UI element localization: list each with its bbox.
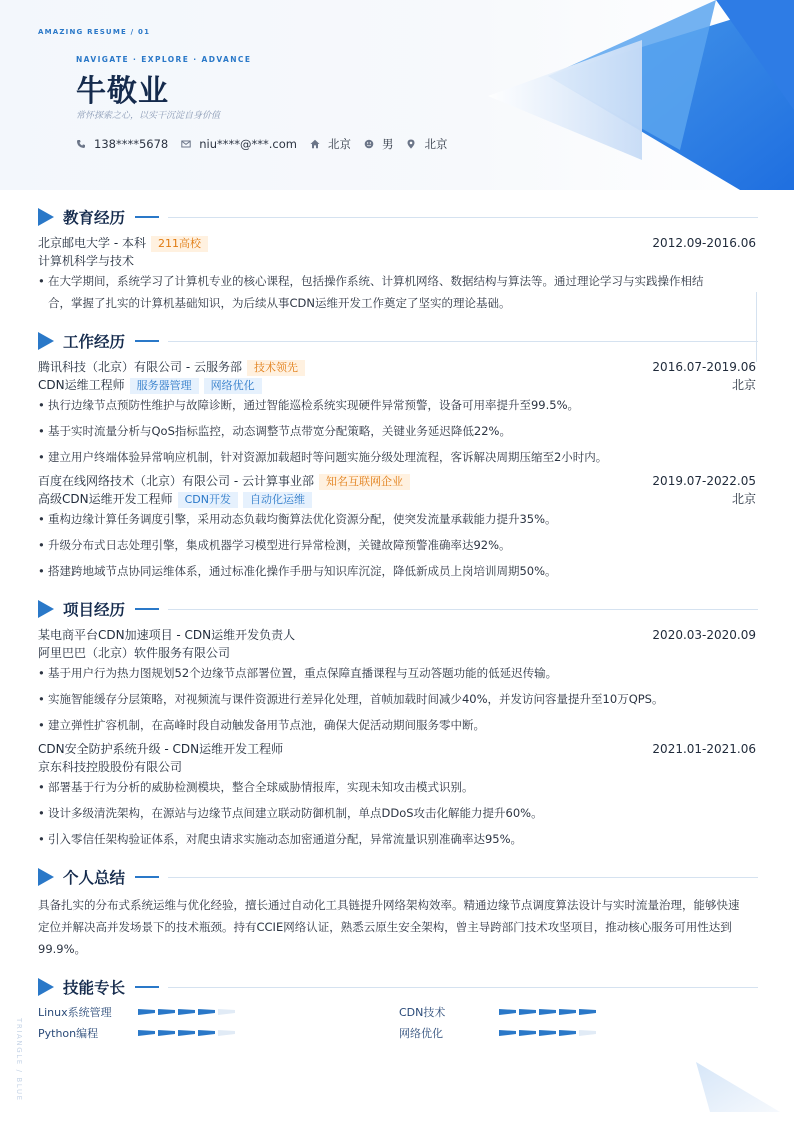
tagline: NAVIGATE · EXPLORE · ADVANCE xyxy=(76,55,252,64)
skill-level-empty-mark xyxy=(218,1009,235,1015)
contact-gender xyxy=(364,136,394,152)
skill-level-filled-mark xyxy=(178,1009,195,1015)
school-tag: 211高校 xyxy=(151,236,208,252)
contact-home-text: 北京 xyxy=(327,137,351,151)
job-role: 高级CDN运维开发工程师 xyxy=(38,492,173,506)
project-bullet: • 部署基于行为分析的威胁检测模块，整合全球威胁情报库，实现未知攻击模式识别。 xyxy=(38,776,744,798)
skill-level-filled-mark xyxy=(198,1030,215,1036)
skill-item xyxy=(399,1004,599,1020)
job-bullet: • 执行边缘节点预防性维护与故障诊断，通过智能巡检系统实现硬件异常预警，设备可用率提升至99.5%。 xyxy=(38,394,744,416)
job-company-row xyxy=(38,473,756,490)
work-section-header xyxy=(38,331,758,351)
skill-level-filled-mark xyxy=(198,1009,215,1015)
job-location: 北京 xyxy=(731,378,756,392)
job-company-tag: 知名互联网企业 xyxy=(319,474,410,490)
contact-email-text: niu****@***.com xyxy=(199,137,297,151)
contact-email xyxy=(181,137,297,151)
project-name-row xyxy=(38,741,756,758)
skill-level-filled-mark xyxy=(539,1030,556,1036)
project-name: CDN安全防护系统升级 - CDN运维开发工程师 xyxy=(38,742,284,756)
job-bullet: • 重构边缘计算任务调度引擎，采用动态负载均衡算法优化资源分配，使突发流量承载能力提升35%。 xyxy=(38,508,744,530)
skill-name: 网络优化 xyxy=(399,1027,443,1040)
skill-name: Python编程 xyxy=(38,1027,99,1040)
corner-triangle-decoration xyxy=(690,1060,790,1114)
job-role: CDN运维工程师 xyxy=(38,378,125,392)
skills-title: 技能专长 xyxy=(63,979,126,997)
skill-level-filled-mark xyxy=(559,1009,576,1015)
skill-level-empty-mark xyxy=(579,1030,596,1036)
projects-section-header xyxy=(38,599,758,619)
job-role-tag: 自动化运维 xyxy=(243,492,312,508)
education-title: 教育经历 xyxy=(63,209,126,227)
job-role-tag: 服务器管理 xyxy=(130,378,199,394)
major: 计算机科学与技术 xyxy=(38,254,135,268)
project-org-row xyxy=(38,645,756,662)
gender-icon xyxy=(364,139,374,149)
education-period: 2012.09-2016.06 xyxy=(652,236,756,250)
project-name: 某电商平台CDN加速项目 - CDN运维开发负责人 xyxy=(38,628,296,642)
triangle-bullet-icon xyxy=(38,978,54,996)
skill-level-filled-mark xyxy=(138,1009,155,1015)
project-org: 阿里巴巴（北京）软件服务有限公司 xyxy=(38,646,231,660)
project-period: 2021.01-2021.06 xyxy=(652,742,756,756)
skill-level-meter xyxy=(138,1028,238,1038)
skill-name: Linux系统管理 xyxy=(38,1006,112,1019)
motto: 常怀探索之心，以实干沉淀自身价值 xyxy=(76,111,221,121)
job-company-row xyxy=(38,359,756,376)
skill-name: CDN技术 xyxy=(399,1006,446,1019)
job-bullet: • 基于实时流量分析与QoS指标监控，动态调整节点带宽分配策略，关键业务延迟降低22%。 xyxy=(38,420,744,442)
skill-level-filled-mark xyxy=(579,1009,596,1015)
project-bullet: • 实施智能缓存分层策略，对视频流与课件资源进行差异化处理，首帧加载时间减少40%，并发访问容量提升至10万QPS。 xyxy=(38,688,744,710)
skill-level-filled-mark xyxy=(499,1009,516,1015)
skill-level-filled-mark xyxy=(178,1030,195,1036)
job-company: 腾讯科技（北京）有限公司 - 云服务部 xyxy=(38,360,242,374)
job-period: 2016.07-2019.06 xyxy=(652,360,756,374)
school-name: 北京邮电大学 - 本科 xyxy=(38,236,146,250)
triangle-bullet-icon xyxy=(38,600,54,618)
job-bullet: • 建立用户终端体验异常响应机制，针对资源加载超时等问题实施分级处理流程，客诉解决周期压缩至2小时内。 xyxy=(38,446,744,468)
triangle-bullet-icon xyxy=(38,868,54,886)
location-pin-icon xyxy=(406,139,416,149)
project-period: 2020.03-2020.09 xyxy=(652,628,756,642)
summary-section-header xyxy=(38,867,758,887)
project-bullet: • 引入零信任架构验证体系，对爬虫请求实施动态加密通道分配，异常流量识别准确率达95%。 xyxy=(38,828,744,850)
skill-level-filled-mark xyxy=(138,1030,155,1036)
triangle-bullet-icon xyxy=(38,208,54,226)
project-bullet: • 基于用户行为热力图规划52个边缘节点部署位置，重点保障直播课程与互动答题功能的低延迟传输。 xyxy=(38,662,744,684)
skills-section-header xyxy=(38,977,758,997)
contact-bar xyxy=(76,136,460,152)
triangle-bullet-icon xyxy=(38,332,54,350)
skill-item xyxy=(399,1025,599,1041)
project-name-row xyxy=(38,627,756,644)
education-section-header xyxy=(38,207,758,227)
skill-level-filled-mark xyxy=(158,1009,175,1015)
skill-item xyxy=(38,1004,238,1020)
education-bullet: • 在大学期间，系统学习了计算机专业的核心课程，包括操作系统、计算机网络、数据结构与算法等。通过理论学习与实践操作相结 合，掌握了扎实的计算机基础知识，为后续从事CDN运维开发工作奠定了坚实的理论基础。 xyxy=(38,270,744,314)
job-location: 北京 xyxy=(731,492,756,506)
job-company: 百度在线网络技术（北京）有限公司 - 云计算事业部 xyxy=(38,474,314,488)
skill-item xyxy=(38,1025,238,1041)
contact-location xyxy=(406,136,447,152)
skill-level-filled-mark xyxy=(499,1030,516,1036)
skill-level-filled-mark xyxy=(158,1030,175,1036)
job-role-tag: CDN开发 xyxy=(178,492,238,508)
skill-level-meter xyxy=(499,1007,599,1017)
summary-title: 个人总结 xyxy=(63,869,126,887)
side-watermark-text: TRIANGLE / BLUE xyxy=(15,1018,23,1102)
education-school-row xyxy=(38,235,756,252)
projects-title: 项目经历 xyxy=(63,601,126,619)
contact-location-text: 北京 xyxy=(424,137,448,151)
contact-home xyxy=(310,136,351,152)
job-company-tag: 技术领先 xyxy=(247,360,305,376)
contact-phone-text: 138****5678 xyxy=(94,137,169,151)
project-bullet: • 建立弹性扩容机制，在高峰时段自动触发备用节点池，确保大促活动期间服务零中断。 xyxy=(38,714,744,736)
job-bullet: • 升级分布式日志处理引擎，集成机器学习模型进行异常检测，关键故障预警准确率达92%。 xyxy=(38,534,744,556)
skill-level-filled-mark xyxy=(519,1009,536,1015)
skill-level-filled-mark xyxy=(519,1030,536,1036)
candidate-name: 牛敬业 xyxy=(76,74,169,109)
job-bullet: • 搭建跨地域节点协同运维体系，通过标准化操作手册与知识库沉淀，降低新成员上岗培训周期50%。 xyxy=(38,560,744,582)
skill-level-meter xyxy=(138,1007,238,1017)
work-title: 工作经历 xyxy=(63,333,126,351)
project-org: 京东科技控股股份有限公司 xyxy=(38,760,183,774)
skill-level-filled-mark xyxy=(539,1009,556,1015)
contact-phone xyxy=(76,137,168,151)
project-org-row xyxy=(38,759,756,776)
job-period: 2019.07-2022.05 xyxy=(652,474,756,488)
job-role-row xyxy=(38,377,756,394)
skill-level-filled-mark xyxy=(559,1030,576,1036)
education-major-row xyxy=(38,253,756,270)
home-icon xyxy=(310,139,320,149)
phone-icon xyxy=(76,139,86,149)
skill-level-meter xyxy=(499,1028,599,1038)
project-bullet: • 设计多级清洗架构，在源站与边缘节点间建立联动防御机制，单点DDoS攻击化解能力提升60%。 xyxy=(38,802,744,824)
job-role-row xyxy=(38,491,756,508)
contact-gender-text: 男 xyxy=(381,137,394,151)
summary-text: 具备扎实的分布式系统运维与优化经验，擅长通过自动化工具链提升网络架构效率。精通边缘节点调度算法设计与实时流量治理，能够快速定位并解决高并发场景下的技术瓶颈。持有CCIE网络认证，熟悉云原生安全架构，曾主导跨部门技术攻坚项目，推动核心服务可用性达到99.9%。 xyxy=(38,898,740,956)
skill-level-empty-mark xyxy=(218,1030,235,1036)
mail-icon xyxy=(181,139,191,149)
job-role-tag: 网络优化 xyxy=(204,378,262,394)
brand-label: AMAZING RESUME / 01 xyxy=(38,28,151,36)
